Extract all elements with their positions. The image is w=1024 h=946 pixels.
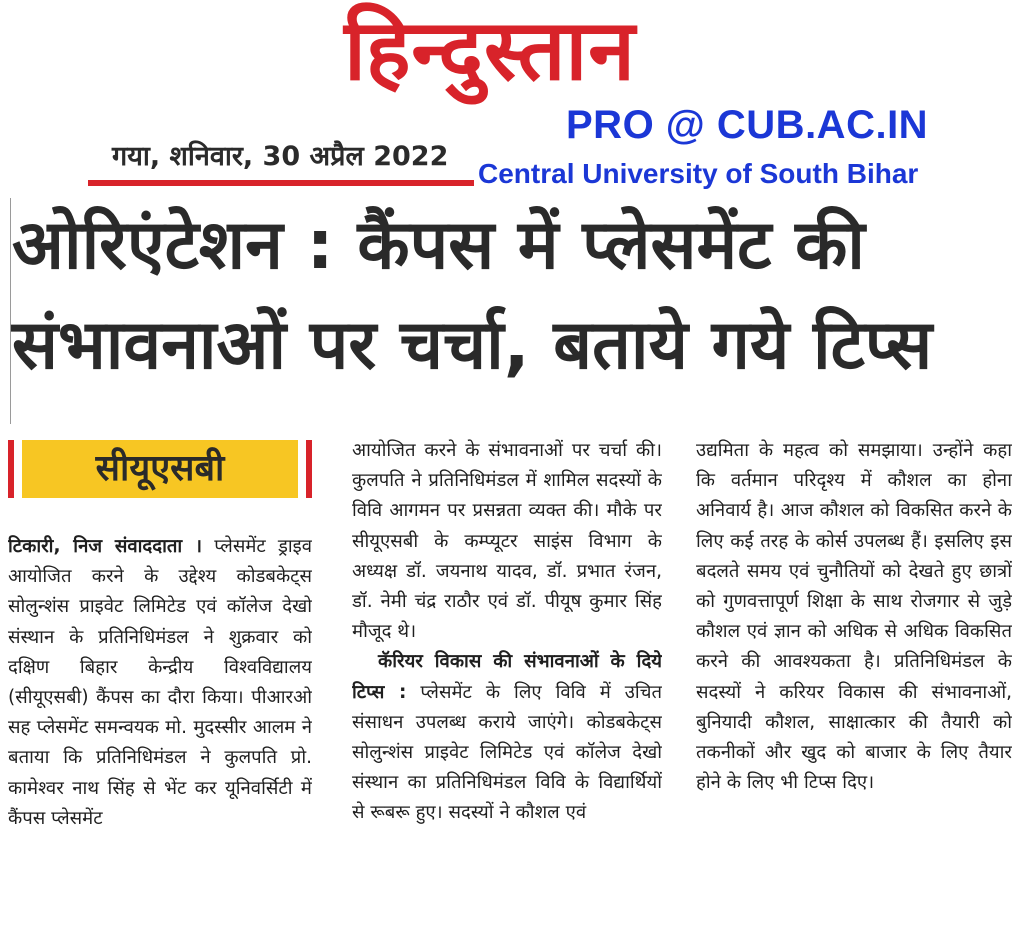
newspaper-masthead: हिन्दुस्तान — [344, 0, 636, 99]
section-kicker — [8, 440, 312, 498]
kicker-bar-right — [306, 440, 312, 498]
article-paragraph-1 — [8, 532, 312, 834]
headline — [12, 196, 1012, 396]
article-column-1 — [8, 532, 312, 940]
article-paragraph-3 — [352, 647, 662, 828]
watermark-email: PRO @ CUB.AC.IN — [566, 103, 929, 147]
kicker-bar-left — [8, 440, 14, 498]
headline-line-1: ओरिएंटेशन : कैंपस में प्लेसमेंट की — [12, 206, 865, 285]
dateline: गया, शनिवार, 30 अप्रैल 2022 — [112, 141, 449, 172]
paragraph-1-text: प्लेसमेंट ड्राइव आयोजित करने के उद्देश्य कोडबकेट्स सोलुन्शंस प्राइवेट लिमिटेड एवं कॉलेज देखो संस्थान के प्रतिनिधिमंडल ने शुक्रवार को दक्षिण बिहार केन्द्रीय विश्वविद्यालय (सीयूएसबी) कैंपस का दौरा किया। पीआरओ सह प्लेसमेंट समन्वयक मो. मुदस्सीर आलम ने बताया कि प्रतिनिधिमंडल ने कुलपति प्रो. कामेश्वर नाथ सिंह से भेंट कर यूनिवर्सिटी में कैंपस प्लेसमेंट — [8, 536, 312, 829]
paragraph-3-text: प्लेसमेंट के लिए विवि में उचित संसाधन उपलब्ध कराये जाएंगे। कोडबकेट्स सोलुन्शंस प्राइवेट लिमिटेड एवं कॉलेज देखो संस्थान का प्रतिनिधिमंडल विवि के विद्यार्थियों से रूबरू हुए। सदस्यों ने कौशल एवं — [352, 681, 662, 824]
kicker-label: सीयूएसबी — [22, 440, 298, 498]
watermark-university: Central University of South Bihar — [478, 158, 919, 189]
article-paragraph-4: उद्यमिता के महत्व को समझाया। उन्होंने कहा कि वर्तमान परिदृश्य में कौशल का होना अनिवार्य है। आज कौशल को विकसित करने के लिए कई तरह के कोर्स उपलब्ध हैं। इसलिए इस बदलते समय एवं चुनौतियों को देखते हुए छात्रों को गुणवत्तापूर्ण शिक्षा के साथ रोजगार से जुड़े कौशल एवं ज्ञान को अधिक से अधिक विकसित करने की आवश्यकता है। प्रतिनिधिमंडल के सदस्यों ने करियर विकास की संभावनाओं, बुनियादी कौशल, साक्षात्कार की तैयारी को तकनीकों और खुद को बाजार के लिए तैयार होने के लिए भी टिप्स दिए। — [696, 440, 1012, 794]
byline: टिकारी, निज संवाददाता । — [8, 536, 203, 557]
subhead: कॅरियर विकास की संभावनाओं के दिये टिप्स : — [352, 651, 662, 703]
headline-rule — [10, 198, 11, 424]
article-paragraph-2: आयोजित करने के संभावनाओं पर चर्चा की। कुलपति ने प्रतिनिधिमंडल में शामिल सदस्यों के विवि आगमन पर प्रसन्नता व्यक्त की। मौके पर सीयूएसबी के कम्प्यूटर साइंस विभाग के अध्यक्ष डॉ. जयनाथ यादव, डॉ. प्रभात रंजन, डॉ. नेमी चंद्र राठौर एवं डॉ. पीयूष कुमार सिंह मौजूद थे। — [352, 440, 662, 643]
dateline-rule — [88, 180, 474, 186]
article-column-2 — [352, 436, 662, 940]
article-column-3 — [696, 436, 1012, 940]
headline-line-2: संभावनाओं पर चर्चा, बताये गये टिप्स — [12, 306, 933, 385]
